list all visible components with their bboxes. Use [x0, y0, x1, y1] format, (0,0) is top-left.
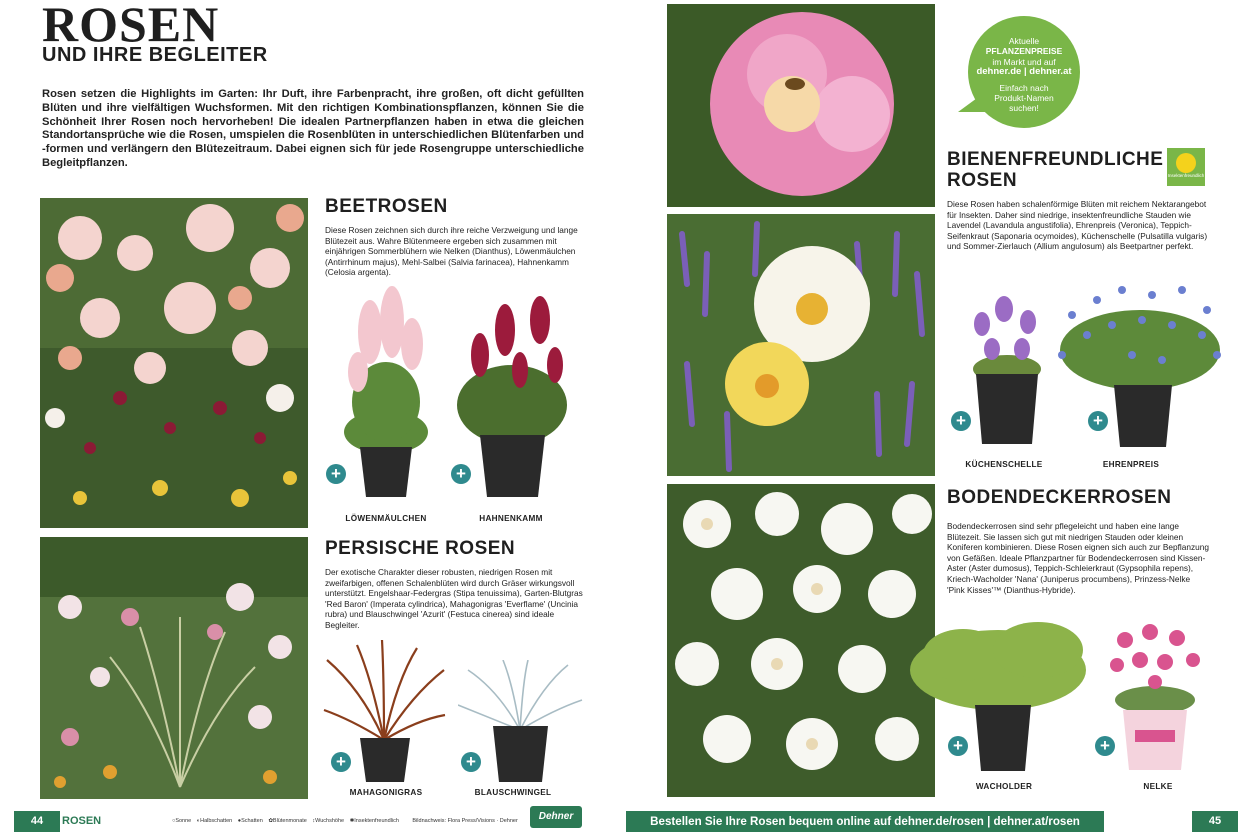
flower-months-icon: ✿	[268, 818, 273, 824]
bee-icon	[1176, 153, 1196, 173]
photo-persian-roses	[40, 537, 308, 799]
photo-rose-garden	[40, 198, 308, 528]
dehner-logo: Dehner	[530, 806, 582, 828]
footer-credits: Bildnachweis: Flora Press/Visions · Dehner	[412, 818, 518, 824]
page-title: ROSEN	[42, 0, 220, 52]
plant-image-kuechenschelle	[962, 294, 1052, 444]
legend-bluetenmonate: Blütenmonate	[272, 818, 307, 824]
sun-icon: ○	[172, 818, 176, 824]
shade-icon: ●	[237, 818, 242, 824]
section-title-beetrosen: BEETROSEN	[325, 196, 448, 217]
plant-image-loewenmaeulchen	[330, 282, 442, 497]
section-title-bienen-line2: ROSEN	[947, 170, 1018, 191]
add-blauschwingel-button[interactable]: +	[461, 752, 481, 772]
section-title-persische-rosen: PERSISCHE ROSEN	[325, 538, 516, 559]
plant-label-mahagonigras: MAHAGONIGRAS	[349, 788, 423, 797]
add-kuechenschelle-button[interactable]: +	[951, 411, 971, 431]
legend-halbschatten: Halbschatten	[200, 818, 233, 824]
add-loewenmaeulchen-button[interactable]: +	[326, 464, 346, 484]
section-title-bienen-line1: BIENENFREUNDLICHE	[947, 149, 1164, 170]
plant-image-nelke	[1105, 620, 1205, 770]
legend-sonne: Sonne	[175, 818, 192, 824]
section-text-bienen: Diese Rosen haben schalenförmige Blüten mit reichem Nektarangebot für Insekten. Daher sind niedrige, insektenfreundliche Stauden wie Lavendel (Lavandula angustifolia), Ehrenpreis (Veronica), Teppich-Seifenkraut (Saponaria ocymoides), Küchenschelle (Pulsatilla vulgaris) und Sommer-Zierlauch (Allium angulosum) als Beetpartner perfekt.	[947, 199, 1208, 252]
bubble-line-6: Produkt-Namen	[994, 93, 1054, 104]
plant-label-ehrenpreis: EHRENPREIS	[1102, 460, 1160, 469]
legend-schatten: Schatten	[241, 818, 263, 824]
photo-pink-rose-bee	[667, 4, 935, 207]
insect-friendly-badge	[1167, 148, 1205, 186]
photo-roses-lavender	[667, 214, 935, 476]
page-number-left: 44	[14, 811, 60, 832]
plant-image-wacholder	[903, 615, 1093, 771]
plant-label-loewenmaeulchen: LÖWENMÄULCHEN	[345, 514, 427, 523]
add-hahnenkamm-button[interactable]: +	[451, 464, 471, 484]
plant-label-wacholder: WACHOLDER	[975, 782, 1033, 791]
order-online-banner[interactable]: Bestellen Sie Ihre Rosen bequem online auf dehner.de/rosen | dehner.at/rosen	[626, 811, 1104, 832]
price-info-bubble	[968, 16, 1080, 128]
add-wacholder-button[interactable]: +	[948, 736, 968, 756]
section-text-beetrosen: Diese Rosen zeichnen sich durch ihre reiche Verzweigung und lange Blütezeit aus. Wahre Blütenmeere ergeben sich zusammen mit einjährigen Sommerblühern wie Nelken (Dianthus), Löwenmäulchen (Antirrhinum majus), Mehl-Salbei (Salvia farinacea), Hahnenkamm (Celosia argenta).	[325, 225, 578, 278]
section-title-bodendeckerrosen: BODENDECKERROSEN	[947, 487, 1172, 508]
add-ehrenpreis-button[interactable]: +	[1088, 411, 1108, 431]
plant-label-hahnenkamm: HAHNENKAMM	[479, 514, 543, 523]
bubble-line-5: Einfach nach	[999, 82, 1049, 93]
section-text-persische-rosen: Der exotische Charakter dieser robusten, niedrigen Rosen mit zweifarbigen, offenen Schalenblüten wird durch Gräser wirkungsvoll unterstützt. Engelshaar-Federgras (Stipa tenuissima), Garten-Blutgras 'Red Baron' (Imperata cylindrica), Mahagonigras 'Everflame' (Uncinia rubra) und Blauschwingel 'Azurit' (Festuca cinerea) sind ideale Begleiter.	[325, 567, 583, 630]
bubble-line-4[interactable]: dehner.de | dehner.at	[976, 66, 1072, 78]
bubble-line-1: Aktuelle	[1008, 36, 1040, 46]
plant-label-blauschwingel: BLAUSCHWINGEL	[474, 788, 552, 797]
plant-label-kuechenschelle: KÜCHENSCHELLE	[965, 460, 1043, 469]
height-icon: ↕	[312, 818, 316, 824]
legend-wuchshoehe: Wuchshöhe	[315, 818, 345, 824]
legend-insektenfreundlich: Insektenfreundlich	[354, 818, 399, 824]
badge-label: Insektenfreundlich	[1167, 173, 1205, 178]
page-number-right: 45	[1192, 811, 1238, 832]
section-text-bodendeckerrosen: Bodendeckerrosen sind sehr pflegeleicht und haben eine lange Blütezeit. Sie lassen sich gut mit niedrigen Stauden oder kleinen Koniferen kombinieren. Diese Rosen eignen sich auch zur Bepflanzung von Gefäßen. Ideale Pflanzpartner für Bodendeckerrosen sind Kissen-Aster (Aster dumosus), Teppich-Schleierkraut (Gypsophila repens), Kriech-Wacholder 'Nana' (Juniperus procumbens), Prinzess-Nelke 'Pink Kisses'™ (Dianthus-Hybride).	[947, 521, 1209, 595]
plant-label-nelke: NELKE	[1143, 782, 1173, 791]
footer-legend	[172, 818, 518, 824]
bubble-line-3: im Markt und auf	[992, 56, 1056, 67]
add-nelke-button[interactable]: +	[1095, 736, 1115, 756]
photo-white-roses	[667, 484, 935, 797]
insect-icon: ✱	[349, 818, 355, 824]
bubble-line-7: suchen!	[1009, 103, 1039, 114]
page-subtitle: UND IHRE BEGLEITER	[42, 44, 268, 66]
add-mahagonigras-button[interactable]: +	[331, 752, 351, 772]
plant-image-ehrenpreis	[1052, 275, 1227, 447]
footer-section-name: ROSEN	[62, 815, 102, 827]
bubble-line-2: PFLANZENPREISE	[985, 46, 1063, 57]
half-shade-icon: ◐	[196, 818, 201, 824]
intro-text: Rosen setzen die Highlights im Garten: Ihr Duft, ihre Farbenpracht, ihre großen, oft dicht gefüllten Blüten und ihre vielfältigen Wuchsformen. Mit den richtigen Kombinationspflanzen, können Sie die Schönheit Ihrer Rosen noch hervorheben! Die idealen Partnerpflanzen haben in etwa die gleichen Standortansprüche wie die Rosen, umspielen die Rosenblüten in unterschiedlichen Blütenfarben und -formen und verlängern den Blütezeitraum. Dabei eignen sich für jede Rosengruppe unterschiedliche Begleitpflanzen.	[42, 88, 584, 169]
